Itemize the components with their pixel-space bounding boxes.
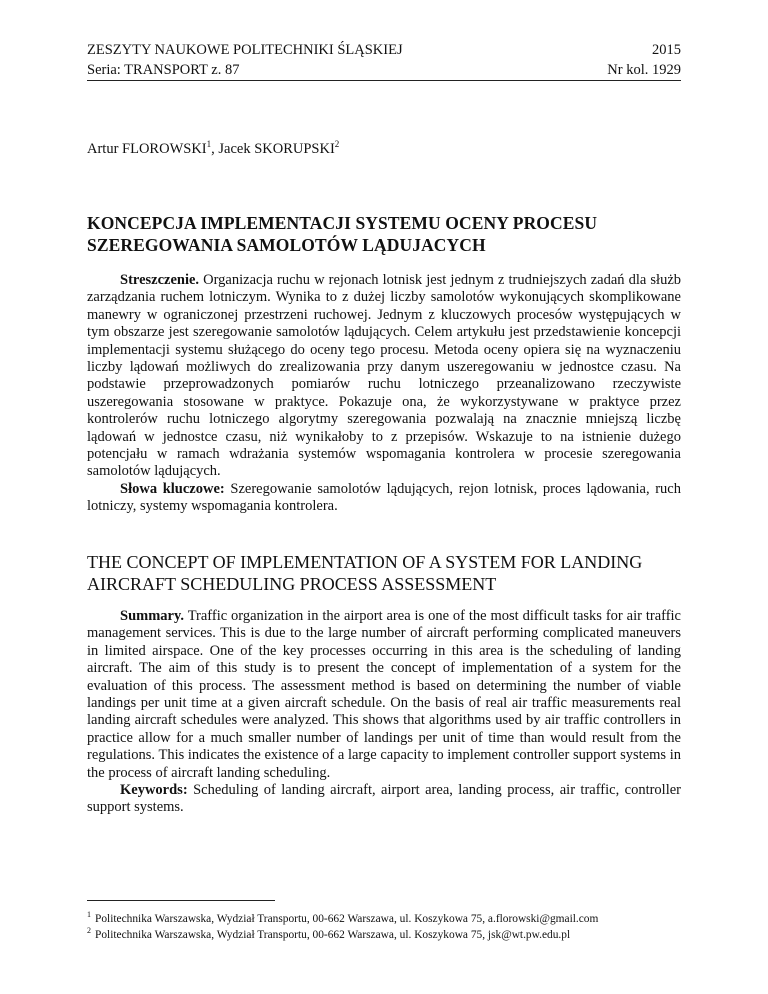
footnote-mark: 1: [87, 910, 91, 920]
journal-name: ZESZYTY NAUKOWE POLITECHNIKI ŚLĄSKIEJ: [87, 42, 403, 58]
english-abstract: [87, 608, 681, 817]
title-line: AIRCRAFT SCHEDULING PROCESS ASSESSMENT: [87, 574, 497, 594]
author-name: Artur FLOROWSKI: [87, 141, 207, 157]
series-label: Seria: TRANSPORT z. 87: [87, 62, 240, 78]
title-line: KONCEPCJA IMPLEMENTACJI SYSTEMU OCENY PROCESU: [87, 213, 598, 233]
footnote-divider: [87, 900, 275, 901]
footnote-text: Politechnika Warszawska, Wydział Transportu, 00-662 Warszawa, ul. Koszykowa 75, a.florowski@gmail.com: [95, 913, 599, 925]
abstract-label: Summary.: [120, 608, 185, 624]
keywords-text: Scheduling of landing aircraft, airport area, landing process, air traffic, controller support systems.: [87, 782, 681, 816]
author-separator: ,: [211, 141, 219, 157]
abstract-paragraph: [87, 608, 681, 782]
publication-year: 2015: [652, 42, 681, 58]
footnote: [87, 911, 687, 927]
author-line: [87, 141, 339, 158]
keywords-label: Słowa kluczowe:: [120, 480, 225, 497]
footnote: [87, 927, 687, 943]
running-header: [87, 40, 681, 81]
abstract-text: Organizacja ruchu w rejonach lotnisk jest jednym z trudniejszych zadań dla służb zarządzania ruchem lotniczym. Wynika to z dużej liczby samolotów wykonujących skomplikowane manewry w ograniczonej przestrzeni ruchowej. Jednym z kluczowych procesów występujących w tym obszarze jest szeregowanie samolotów lądujących. Celem artykułu jest przedstawienie koncepcji implementacji systemu służącego do oceny tego procesu. Metoda oceny opiera się na wyznaczeniu liczby lądowań możliwych do zrealizowania przy danym uszeregowaniu w jednostce czasu. Na podstawie przeprowadzonych pomiarów ruchu lotniczego przeanalizowano rzeczywiste uszeregowania stosowane w praktyce. Pokazuje ona, że wykorzystywane w praktyce przez kontrolerów ruchu lotniczego algorytmy szeregowania pozwalają na znacznie mniejszą liczbę lądowań w jednostce czasu, niż wynikałoby to z przepisów. Wskazuje to na istnienie dużego potencjału w ramach wdrażania systemów wspomagania kontrolera w procesie szeregowania samolotów lądujących.: [87, 272, 682, 480]
footnote-text: Politechnika Warszawska, Wydział Transportu, 00-662 Warszawa, ul. Koszykowa 75, jsk@wt.pw.edu.pl: [95, 929, 571, 941]
footnote-mark: 2: [87, 926, 91, 936]
keywords-text: Szeregowanie samolotów lądujących, rejon lotnisk, proces lądowania, ruch lotniczy, systemy wspomagania kontrolera.: [87, 480, 681, 515]
keywords-paragraph: [87, 782, 681, 817]
polish-abstract: [87, 272, 681, 516]
footnote-mark: 1: [206, 139, 212, 150]
abstract-text: Traffic organization in the airport area is one of the most difficult tasks for air traffic management services. This is due to the large number of aircraft performing complicated maneuvers in limited airspace. One of the key processes occurring in this area is the scheduling of landing aircraft. The aim of this study is to present the concept of implementation of a system for the evaluation of this process. The assessment method is based on determining the number of viable landings per unit time at a given aircraft schedule. On the basis of real air traffic measurements real landing aircraft schedules were analyzed. This shows that algorithms used by air traffic controllers in practice allow for a much smaller number of landings per unit of time than would result from the regulations. This indicates the existence of a large capacity to implement controller support systems in the process of aircraft landing scheduling.: [87, 608, 681, 781]
keywords-label: Keywords:: [120, 782, 188, 799]
english-title: [87, 551, 687, 595]
abstract-label: Streszczenie.: [120, 272, 200, 288]
title-line: SZEREGOWANIA SAMOLOTÓW LĄDUJACYCH: [87, 235, 486, 255]
title-line: THE CONCEPT OF IMPLEMENTATION OF A SYSTEM FOR LANDING: [87, 552, 643, 572]
author-name: Jacek SKORUPSKI: [218, 141, 335, 157]
polish-title: [87, 212, 687, 256]
footnotes: [87, 900, 687, 943]
issue-number: Nr kol. 1929: [607, 62, 681, 78]
keywords-paragraph: [87, 481, 681, 516]
footnote-mark: 2: [334, 139, 340, 150]
abstract-paragraph: [87, 272, 681, 481]
